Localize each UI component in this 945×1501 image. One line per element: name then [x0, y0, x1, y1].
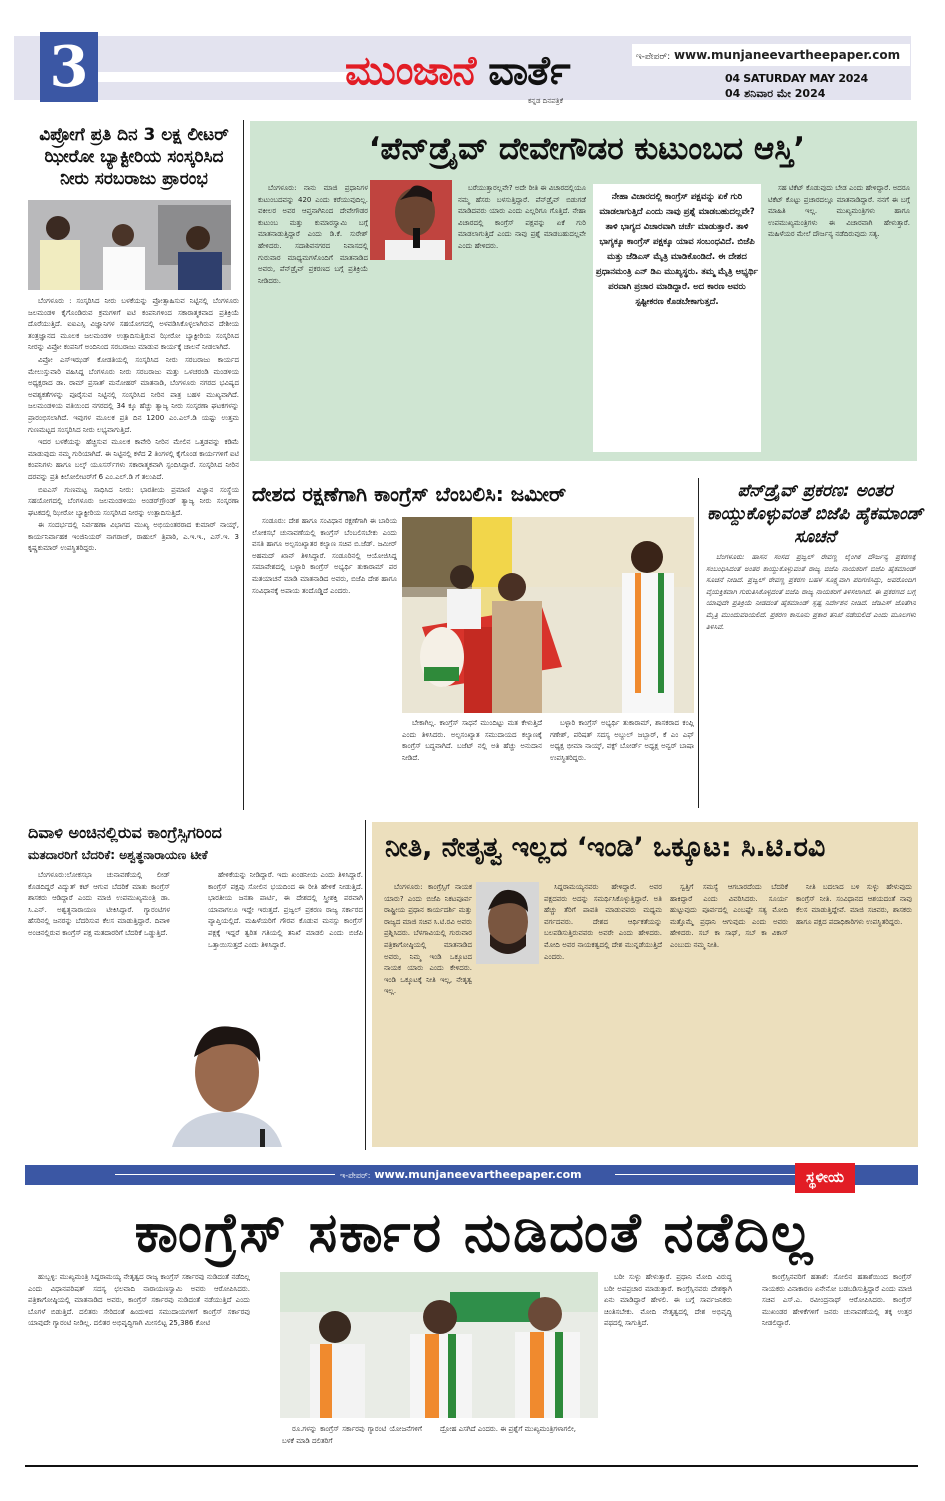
paragraph: ಬೆಂಗಳೂರು: ಕಾಂಗ್ರೆಸ್ಸಿಗೆ ನಾಯಕ ಯಾರು? ಎಂದು ಬಿಜೆಪಿ ನಿಕಟಪೂರ್ವ ರಾಷ್ಟ್ರೀಯ ಪ್ರಧಾನ ಕಾರ್ಯದರ್ಶಿ ಮತ್ತು ರಾಜ್ಯದ ಮಾಜಿ ಸಚಿವ ಸಿ.ಟಿ.ರವಿ ಅವರು ಪ್ರಶ್ನಿಸಿದರು. ಬೆಳಗಾವಿಯಲ್ಲಿ ಗುರುವಾರ ಪತ್ರಿಕಾಗೋಷ್ಠಿಯಲ್ಲಿ ಮಾತನಾಡಿದ ಅವರು, ನಿಮ್ಮ ಇಂಡಿ ಒಕ್ಕೂಟದ ನಾಯಕ ಯಾರು ಎಂದು ಕೇಳಿದರು. ಇಂಡಿ ಒಕ್ಕೂಟಕ್ಕೆ ನೀತಿ ಇಲ್ಲ, ನೇತೃತ್ವ ಇಲ್ಲ. [384, 883, 472, 996]
paragraph: ಸಂಡೂರು: ದೇಶ ಹಾಗೂ ಸಂವಿಧಾನ ರಕ್ಷಣೆಗಾಗಿ ಈ ಬಾರಿಯ ಲೋಕಸಭೆ ಚುನಾವಣೆಯಲ್ಲಿ ಕಾಂಗ್ರೆಸ್ ಬೆಂಬಲಿಸಬೇಕು ಎಂದು ವಸತಿ ಹಾಗೂ ಅಲ್ಪಸಂಖ್ಯಾತರ ಕಲ್ಯಾಣ ಸಚಿವ ಬಿ.ಜೆಡ್. ಜಮೀರ್ ಅಹಮದ್ ಖಾನ್ ತಿಳಿಸಿದ್ದಾರೆ. ಸಂಡೂರಿನಲ್ಲಿ ಆಯೋಜಿಸಿದ್ದ ಸಮಾವೇಶದಲ್ಲಿ ಬಳ್ಳಾರಿ ಕಾಂಗ್ರೆಸ್ ಅಭ್ಯರ್ಥಿ ತುಕಾರಾಮ್ ಪರ ಮತಯಾಚನೆ ಮಾಡಿ ಮಾತನಾಡಿದ ಅವರು, ಬಿಜೆಪಿ ದೇಶ ಹಾಗೂ ಸಂವಿಧಾನಕ್ಕೆ ಅಪಾಯ ತಂದೊಡ್ಡಿದೆ ಎಂದರು. [252, 517, 397, 595]
column-divider [698, 478, 699, 808]
pull-quote: ನೇಹಾ ವಿಚಾರದಲ್ಲಿ ಕಾಂಗ್ರೆಸ್ ಪಕ್ಷವನ್ನು ಏಕೆ ಗುರಿ ಮಾಡಲಾಗುತ್ತಿದೆ ಎಂದು ನಾವು ಪ್ರಶ್ನೆ ಮಾಡಬಹುದಲ್ಲವೇ? ತಾಳಿ ಭಾಗ್ಯದ ವಿಚಾರವಾಗಿ ಚರ್ಚೆ ಮಾಡುತ್ತಾರೆ. ತಾಳಿ ಭಾಗ್ಯಕ್ಕೂ ಕಾಂಗ್ರೆಸ್ ಪಕ್ಷಕ್ಕೂ ಯಾವ ಸಂಬಂಧವಿದೆ. ಬಿಜೆಪಿ ಮತ್ತು ಜೆಡಿಎಸ್ ಮೈತ್ರಿ ಮಾಡಿಕೊಂಡಿದೆ. ಈ ದೇಶದ ಪ್ರಧಾನಮಂತ್ರಿ ಎನ್ ಡಿಎ ಮುಖ್ಯಸ್ಥರು. ತಮ್ಮ ಮೈತ್ರಿ ಅಭ್ಯರ್ಥಿ ಪರವಾಗಿ ಪ್ರಚಾರ ಮಾಡಿದ್ದಾರೆ. ಅದ ಕಾರಣ ಅವರು ಸ್ಪಷ್ಟೀಕರಣ ಕೊಡಬೇಕಾಗುತ್ತದೆ. [593, 184, 761, 452]
dk-suresh-photo [370, 180, 452, 260]
ctravi-headline[interactable]: ನೀತಿ, ನೇತೃತ್ವ ಇಲ್ಲದ ‘ಇಂಡಿ’ ಒಕ್ಕೂಟ: ಸಿ.ಟಿ.ರವಿ [385, 832, 826, 863]
ashwath-body-col1 [28, 870, 170, 1148]
date-english: 04 SATURDAY MAY 2024 [725, 72, 868, 85]
zameer-rally-photo [402, 517, 694, 713]
highcommand-body [706, 552, 916, 808]
lead-body-col1 [28, 1272, 250, 1462]
paragraph: ನೀತಿ ಬದಲಾದ ಬಳಿ ಸುಳ್ಳು ಹೇಳುವುದು ಕಾಂಗ್ರೆಸ್ ನೀತಿ. ಸಂವಿಧಾನದ ಆಶಯದಂತೆ ನಾವು ಕೆಲಸ ಮಾಡುತ್ತಿದ್ದೇವೆ. ಮಾಜಿ ಸಚಿವರು, ಶಾಸಕರು ಹಾಗೂ ಪಕ್ಷದ ಪದಾಧಿಕಾರಿಗಳು ಉಪಸ್ಥಿತರಿದ್ದರು. [796, 883, 912, 926]
paragraph: ರೂ.ಗಳನ್ನು ಕಾಂಗ್ರೆಸ್ ಸರ್ಕಾರವು ಗ್ಯಾರಂಟಿ ಯೋಜನೆಗಳಿಗೆ ಬಳಕೆ ಮಾಡಿ ದಲಿತರಿಗೆ [282, 1425, 422, 1445]
paragraph: ಬೆಂಗಳೂರು:ಲೋಕಸಭಾ ಚುನಾವಣೆಯಲ್ಲಿ ಲೀಡ್ ಕೊಡದಿದ್ದರೆ ವಿದ್ಯುತ್ ಕಟ್ ಆಗುವ ಬೆದರಿಕೆ ಮಾತು ಕಾಂಗ್ರೆಸ್ ಶಾಸಕರು ಆಡಿದ್ದಾರೆ ಎಂದು ಮಾಜಿ ಉಪಮುಖ್ಯಮಂತ್ರಿ ಡಾ. ಸಿ.ಎನ್. ಅಶ್ವತ್ಥನಾರಾಯಣ ಟೀಕಿಸಿದ್ದಾರೆ. ಗ್ಯಾರಂಟಿಗಳ ಹೆಸರಿನಲ್ಲಿ ಜನರನ್ನು ಬೆದರಿಸುವ ಕೆಲಸ ಮಾಡುತ್ತಿದ್ದಾರೆ. ದಿವಾಳಿ ಅಂಚಿನಲ್ಲಿರುವ ಕಾಂಗ್ರೆಸ್ ಪಕ್ಷ ಮತದಾರರಿಗೆ ಬೆದರಿಕೆ ಒಡ್ಡುತ್ತಿದೆ. [28, 871, 170, 937]
paragraph: ಬಿಐಎಸ್ ಗುಣಮಟ್ಟ ಸಾಧಿಸಿದ ನೀರು: ಭಾರತೀಯ ಪ್ರಮಾಣಿ ವಿಜ್ಞಾನ ಸಂಸ್ಥೆಯ ಸಹಯೋಗದಲ್ಲಿ ಬೆಂಗಳೂರು ಜಲಮಂಡಳಿಯು ಅಂಡರ್‌ಗ್ರೌಂಡ್ ತ್ಯಾಜ್ಯ ನೀರು ಸಂಸ್ಕರಣಾ ಘಟಕದಲ್ಲಿ ಝೀರೋ ಬ್ಯಾಕ್ಟೀರಿಯ ಸಂಸ್ಕರಿಸಿದ ನೀರನ್ನು ಉತ್ಪಾದಿಸುತ್ತಿದೆ. [28, 485, 239, 517]
tagline: ಕನ್ನಡ ದಿನಪತ್ರಿಕೆ [528, 97, 564, 105]
lead-body-col5 [762, 1272, 912, 1462]
wipro-body [28, 296, 239, 806]
paragraph: ಹೇಳಿಕೆಯನ್ನು ನೀಡಿದ್ದಾರೆ. ಇದು ಖಂಡನೀಯ ಎಂದು ತಿಳಿಸಿದ್ದಾರೆ. ಕಾಂಗ್ರೆಸ್ ಪಕ್ಷವು ಸೋಲಿನ ಭಯದಿಂದ ಈ ರೀತಿ ಹೇಳಿಕೆ ನೀಡುತ್ತಿದೆ. ಭಾರತೀಯ ಜನತಾ ಪಾರ್ಟಿ, ಈ ದೇಶದಲ್ಲಿ ಸ್ತ್ರೀಶಕ್ತಿ ಪರವಾಗಿ ಯಾವಾಗಲೂ ಇದ್ದೇ ಇರುತ್ತದೆ. ಪ್ರಜ್ವಲ್ ಪ್ರಕರಣ ರಾಜ್ಯ ಸರ್ಕಾರದ ವ್ಯಾಪ್ತಿಯಲ್ಲಿದೆ. ಮಹಿಳೆಯರಿಗೆ ಗೌರವ ಕೊಡುವ ಮನಸ್ಸು ಕಾಂಗ್ರೆಸ್ ಪಕ್ಷಕ್ಕೆ ಇದ್ದರೆ ತ್ವರಿತ ಗತಿಯಲ್ಲಿ ತನಿಖೆ ಮಾಡಲಿ ಎಂದು ಬಿಜೆಪಿ ಒತ್ತಾಯಿಸುತ್ತದೆ ಎಂದು ತಿಳಿಸಿದ್ದಾರೆ. [208, 871, 363, 949]
epaper-label: ಇ-ಪೇಪರ್: [635, 52, 671, 62]
masthead-strip [54, 72, 349, 82]
paragraph: ಸಿದ್ದರಾಮಯ್ಯನವರು ಹೇಳಿದ್ದಾರೆ. ಅವರ ಪಕ್ಷದವರು ಅದನ್ನು ಸಮರ್ಥಿಸಿಕೊಳ್ಳುತ್ತಿದ್ದಾರೆ. ಅತಿ ಹೆಚ್ಚು ತೆರಿಗೆ ಪಾವತಿ ಮಾಡುವವರು ಮಧ್ಯಮ ವರ್ಗದವರು. ದೇಶದ ಆರ್ಥಿಕತೆಯನ್ನು ಬಲಪಡಿಸುತ್ತಿರುವವರು ಅವರೇ ಎಂದು ಹೇಳಿದರು. ಮೋದಿ ಅವರ ನಾಯಕತ್ವದಲ್ಲಿ ದೇಶ ಮುನ್ನಡೆಯುತ್ತಿದೆ ಎಂದರು. [544, 883, 662, 961]
ctravi-body-col3 [670, 882, 788, 1142]
pendrive-body-col1 [258, 183, 368, 453]
pendrive-headline[interactable]: ‘ಪೆನ್‌ಡ್ರೈವ್ ದೇವೇಗೌಡರ ಕುಟುಂಬದ ಆಸ್ತಿ’ [368, 131, 806, 167]
column-divider [365, 820, 366, 1150]
paragraph: ಸ್ವತ್ತಿಗೆ ಸಮಸ್ಯೆ ಆಗಬಾರದೆಂದು ಬೆದರಿಕೆ ಹಾಕಿದ್ದಾರೆ ಎಂದು ವಿವರಿಸಿದರು. ಸೂರ್ಯ ಹುಟ್ಟುವುದು ಪೂರ್ವದಲ್ಲಿ ಎಂಬಷ್ಟೇ ಸತ್ಯ ಮೋದಿ ಮತ್ತೊಮ್ಮೆ ಪ್ರಧಾನಿ ಆಗುವುದು ಎಂದು ಅವರು ಹೇಳಿದರು. ಸಬ್ ಕಾ ಸಾಥ್, ಸಬ್ ಕಾ ವಿಕಾಸ್ ಎಂಬುದು ನಮ್ಮ ನೀತಿ. [670, 883, 788, 949]
band-url-link[interactable]: www.munjaneevartheepaper.com [374, 1168, 582, 1181]
paragraph: ಬರೀ ಸುಳ್ಳು ಹೇಳುತ್ತಾರೆ. ಪ್ರಧಾನಿ ಮೋದಿ ವಿರುದ್ಧ ಬರೀ ಅಪಪ್ರಚಾರ ಮಾಡುತ್ತಾರೆ. ಕಾಂಗ್ರೆಸ್ಸಿನವರು ದೇಶಕ್ಕಾಗಿ ಏನು ಮಾಡಿದ್ದಾರೆ ಹೇಳಲಿ. ಈ ಬಗ್ಗೆ ಸಾರ್ವಜನಿಕರು ಚಿಂತಿಸಬೇಕು. ಮೋದಿ ನೇತೃತ್ವದಲ್ಲಿ ದೇಶ ಅಭಿವೃದ್ಧಿ ಪಥದಲ್ಲಿ ಸಾಗುತ್ತಿದೆ. [604, 1273, 732, 1328]
press-meet-illustration [280, 1272, 598, 1418]
date-kannada: 04 ಶನಿವಾರ ಮೇ 2024 [725, 87, 826, 100]
paragraph: ಬೆಂಗಳೂರು : ಸಂಸ್ಕರಿಸಿದ ನೀರು ಬಳಕೆಯನ್ನು ಪ್ರೋತ್ಸಾಹಿಸುವ ನಿಟ್ಟಿನಲ್ಲಿ ಬೆಂಗಳೂರು ಜಲಮಂಡಳಿ ಕೈಗೊಂಡಿರುವ ಕ್ರಮಗಳಿಗೆ ಐಟಿ ಕಂಪನಿಗಳಿಂದ ಸಕಾರಾತ್ಮಕವಾದ ಪ್ರತಿಕ್ರಿಯೆ ದೊರೆಯುತ್ತಿದೆ. ಐಐಎಸ್ಸಿ ವಿಜ್ಞಾನಿಗಳ ಸಹಯೋಗದಲ್ಲಿ ಅಳವಡಿಸಿಕೊಳ್ಳಲಾಗಿರುವ ದೇಶೀಯ ತಂತ್ರಜ್ಞಾನದ ಮೂಲಕ ಜಲಮಂಡಳಿ ಉತ್ಪಾದಿಸುತ್ತಿರುವ ಝೀರೋ ಬ್ಯಾಕ್ಟೀರಿಯ ಸಂಸ್ಕರಿಸಿದ ನೀರನ್ನು ವಿಪ್ರೋ ಕಂಪನಿಗೆ ಅಂದಿನಿಂದ ಸರಬರಾಜು ಮಾಡುವ ಕಾರ್ಯಕ್ಕೆ ಚಾಲನೆ ನೀಡಲಾಗಿದೆ. [28, 297, 239, 352]
ctravi-body-col1 [384, 882, 472, 1142]
zameer-caption-right [550, 718, 694, 806]
ashwath-headline-line1[interactable]: ದಿವಾಳಿ ಅಂಚಿನಲ್ಲಿರುವ ಕಾಂಗ್ರೆಸ್ಸಿಗರಿಂದ [28, 823, 222, 842]
paragraph: ಸಹ ಟಿಕೆಟ್ ಕೊಡುವುದು ಬೇಡ ಎಂದು ಹೇಳಿದ್ದಾರೆ. ಅದರೂ ಟಿಕೆಟ್ ಕೊಟ್ಟು ಪ್ರಚಾರದಲ್ಲೂ ಮಾತನಾಡಿದ್ದಾರೆ. ನನಗೆ ಈ ಬಗ್ಗೆ ಮಾಹಿತಿ ಇಲ್ಲ. ಮುಖ್ಯಮಂತ್ರಿಗಳು ಹಾಗೂ ಉಪಮುಖ್ಯಮಂತ್ರಿಗಳು ಈ ವಿಚಾರವಾಗಿ ಹೇಳುತ್ತಾರೆ. ಮಹಿಳೆಯರ ಮೇಲೆ ದೌರ್ಜನ್ಯ ನಡೆದಿರುವುದು ಸತ್ಯ. [768, 184, 910, 239]
paragraph: ವಿಪ್ರೋ ಎಸ್‌ಇಝಡ್ ಕೋಡತಿಯಲ್ಲಿ ಸಂಸ್ಕರಿಸಿದ ನೀರು ಸರಬರಾಜು ಕಾರ್ಯದ ಮೇಲುಸ್ತುವಾರಿ ವಹಿಸಿದ್ದ ಬೆಂಗಳೂರು ನೀರು ಸರಬರಾಜು ಮತ್ತು ಒಳಚರಂಡಿ ಮಂಡಳಿಯ ಅಧ್ಯಕ್ಷರಾದ ಡಾ. ರಾಮ್ ಪ್ರಸಾತ್ ಮನೋಹರ್ ಮಾತನಾಡಿ, ಬೆಂಗಳೂರು ನಗರದ ಭವಿಷ್ಯದ ಅವಶ್ಯಕತೆಗಳನ್ನು ಪೂರೈಸುವ ನಿಟ್ಟಿನಲ್ಲಿ ಸಂಸ್ಕರಿಸಿದ ನೀರಿನ ಪಾತ್ರ ಬಹಳ ಮುಖ್ಯವಾಗಿದೆ. ಜಲಮಂಡಳಿಯ ವತಿಯಿಂದ ನಗರದಲ್ಲಿ 34 ಕ್ಕೂ ಹೆಚ್ಚು ತ್ಯಾಜ್ಯ ನೀರು ಸಂಸ್ಕರಣಾ ಘಟಕಗಳನ್ನು ಪ್ರಾರಂಭಿಸಲಾಗಿದೆ. ಇವುಗಳ ಮೂಲಕ ಪ್ರತಿ ದಿನ 1200 ಎಂ.ಎಲ್.ಡಿ ಯಷ್ಟು ಉತ್ತಮ ಗುಣಮಟ್ಟದ ಸಂಸ್ಕರಿಸಿದ ನೀರು ಲಭ್ಯವಾಗುತ್ತಿದೆ. [28, 355, 239, 434]
pendrive-body-col2 [458, 183, 586, 453]
paragraph: ಇದರ ಬಳಕೆಯನ್ನು ಹೆಚ್ಚಿಸುವ ಮೂಲಕ ಕಾವೇರಿ ನೀರಿನ ಮೇಲಿನ ಒತ್ತಡವನ್ನು ಕಡಿಮೆ ಮಾಡುವುದು ನಮ್ಮ ಗುರಿಯಾಗಿದೆ. ಈ ನಿಟ್ಟಿನಲ್ಲಿ ಕಳೆದ 2 ತಿಂಗಳಲ್ಲಿ ಕೈಗೊಂಡ ಕಾರ್ಯಗಳಿಗೆ ಐಟಿ ಕಂಪನಿಗಳು ಹಾಗೂ ಬಲ್ಕ್ ಯೂಸರ್ಸ್‌ಗಳು ಸಕಾರಾತ್ಮಕವಾಗಿ ಸ್ಪಂದಿಸಿದ್ದಾರೆ. ಸಂಸ್ಕರಿಸಿದ ನೀರಿನ ದರವನ್ನು ಪ್ರತಿ ಕಿಲೋಲೀಟರ್‌ಗೆ 6 ಎಂ.ಎಲ್.ಡಿ ಗೆ ತಲುಪಿದೆ. [28, 438, 239, 481]
lead-caption-left [282, 1424, 422, 1460]
ashwath-headline-line2[interactable]: ಮತದಾರರಿಗೆ ಬೆದರಿಕೆ: ಅಶ್ವತ್ಥನಾರಾಯಣ ಟೀಕೆ [28, 848, 208, 862]
rally-illustration [402, 517, 694, 713]
lead-bottom-headline[interactable]: ಕಾಂಗ್ರೆಸ್ ಸರ್ಕಾರ ನುಡಿದಂತೆ ನಡೆದಿಲ್ಲ [134, 1201, 815, 1264]
lead-body-col4 [604, 1272, 732, 1462]
ctravi-body-col2 [544, 882, 662, 1142]
paragraph: ಬೇಕಾಗಿಲ್ಲ. ಕಾಂಗ್ರೆಸ್ ಸಾಧನೆ ಮುಂದಿಟ್ಟು ಮತ ಕೇಳುತ್ತಿದೆ ಎಂದು ತಿಳಿಸಿದರು. ಅಲ್ಪಸಂಖ್ಯಾತ ಸಮುದಾಯದ ಕಲ್ಯಾಣಕ್ಕೆ ಕಾಂಗ್ರೆಸ್ ಬದ್ಧವಾಗಿದೆ. ಬಜೆಟ್ ನಲ್ಲಿ ಅತಿ ಹೆಚ್ಚು ಅನುದಾನ ನೀಡಿದೆ. [402, 719, 542, 762]
ashwath-body-col2 [208, 870, 363, 1015]
zameer-body-col1 [252, 516, 397, 806]
section-tag-local: ಸ್ಥಳೀಯ [795, 1163, 855, 1193]
paragraph: ಕಾಂಗ್ರೆಸ್ಸಿನವರಿಗೆ ಹತಾಶೆ: ಸೋಲಿನ ಹತಾಶೆಯಿಂದ ಕಾಂಗ್ರೆಸ್ ನಾಯಕರು ವಿನಾಕಾರಣ ಏನೇನೋ ಬಡಬಡಿಸುತ್ತಿದ್ದಾರೆ ಎಂದು ಮಾಜಿ ಸಚಿವ ಎಸ್.ಎ. ರವೀಂದ್ರನಾಥ್ ಆರೋಪಿಸಿದರು. ಕಾಂಗ್ರೆಸ್ ಮುಖಂಡರ ಹೇಳಿಕೆಗಳಿಗೆ ಜನರು ಚುನಾವಣೆಯಲ್ಲಿ ತಕ್ಕ ಉತ್ತರ ನೀಡಲಿದ್ದಾರೆ. [762, 1273, 912, 1328]
paragraph: ಹುಬ್ಬಳ್ಳಿ: ಮುಖ್ಯಮಂತ್ರಿ ಸಿದ್ದರಾಮಯ್ಯ ನೇತೃತ್ವದ ರಾಜ್ಯ ಕಾಂಗ್ರೆಸ್ ಸರ್ಕಾರವು ನುಡಿದಂತೆ ನಡೆದಿಲ್ಲ ಎಂದು ವಿಧಾನಪರಿಷತ್ ಸದಸ್ಯ ಛಲವಾದಿ ನಾರಾಯಣಸ್ವಾಮಿ ಅವರು ಆರೋಪಿಸಿದರು. ಪತ್ರಿಕಾಗೋಷ್ಠಿಯಲ್ಲಿ ಮಾತನಾಡಿದ ಅವರು, ಕಾಂಗ್ರೆಸ್ ಸರ್ಕಾರವು ನುಡಿದಂತೆ ನಡೆಯುತ್ತಿದೆ ಎಂದು ಬೊಗಳೆ ಬಿಡುತ್ತಿದೆ. ದಲಿತರು ಸೇರಿದಂತೆ ಹಿಂದುಳಿದ ಸಮುದಾಯಗಳಿಗೆ ಕಾಂಗ್ರೆಸ್ ಸರ್ಕಾರವು ಯಾವುದೇ ಗ್ಯಾರಂಟಿ ನೀಡಿಲ್ಲ. ದಲಿತರ ಅಭಿವೃದ್ಧಿಗಾಗಿ ಮೀಸಲಿಟ್ಟ 25,386 ಕೋಟಿ [28, 1273, 250, 1328]
ashwathnarayan-photo [172, 1017, 292, 1147]
paragraph: ಬರೆಯುತ್ತಾರಲ್ಲವೇ? ಅದೇ ರೀತಿ ಈ ವಿಚಾರದಲ್ಲಿಯೂ ನಮ್ಮ ಹೆಸರು ಬಳಸುತ್ತಿದ್ದಾರೆ. ಪೆನ್‌ಡ್ರೈವ್ ಬಿಡುಗಡೆ ಮಾಡಿದವರು ಯಾರು ಎಂದು ಎಲ್ಲರಿಗೂ ಗೊತ್ತಿದೆ. ನೇಹಾ ವಿಚಾರದಲ್ಲಿ ಕಾಂಗ್ರೆಸ್ ಪಕ್ಷವನ್ನು ಏಕೆ ಗುರಿ ಮಾಡಲಾಗುತ್ತಿದೆ ಎಂದು ನಾವು ಪ್ರಶ್ನೆ ಮಾಡಬಹುದಲ್ಲವೇ ಎಂದು ಹೇಳಿದರು. [458, 184, 586, 250]
wipro-headline[interactable]: ವಿಪ್ರೋಗೆ ಪ್ರತಿ ದಿನ 3 ಲಕ್ಷ ಲೀಟರ್ ಝೀರೋ ಬ್ಯಾಕ್ಟೀರಿಯ ಸಂಸ್ಕರಿಸಿದ ನೀರು ಸರಬರಾಜು ಪ್ರಾರಂಭ [39, 125, 229, 189]
paragraph: ಬೆಂಗಳೂರು: ನಾನು ಮಾಜಿ ಪ್ರಧಾನಿಗಳ ಕುಟುಂಬದವನ್ನು 420 ಎಂದು ಕರೆಯುವುದಿಲ್ಲ. ವಕೀಲರ ಅವರ ಆಪ್ತನಾಗಿನಿಂದ ದೇವೇಗೌಡರ ಕುಟುಂಬ ಮತ್ತು ಕುಮಾರಸ್ವಾಮಿ ಬಗ್ಗೆ ಮಾತನಾಡುತ್ತಿದ್ದಾರೆ ಎಂದು ಡಿ.ಕೆ. ಸುರೇಶ್ ಹೇಳಿದರು. ಸದಾಶಿವನಗರದ ನಿವಾಸದಲ್ಲಿ ಗುರುವಾರ ಮಾಧ್ಯಮಗಳೊಂದಿಗೆ ಮಾತನಾಡಿದ ಅವರು, ಪೆನ್‌ಡ್ರೈವ್ ಪ್ರಕರಣದ ಬಗ್ಗೆ ಪ್ರತಿಕ್ರಿಯೆ ನೀಡಿದರು. [258, 184, 368, 285]
paragraph: ಬಳ್ಳಾರಿ ಕಾಂಗ್ರೆಸ್ ಅಭ್ಯರ್ಥಿ ತುಕಾರಾಮ್, ಶಾಸಕರಾದ ಕಂಪ್ಲಿ ಗಣೇಶ್, ಪರಿಷತ್ ಸದಸ್ಯ ಅಬ್ದುಲ್ ಜಬ್ಬಾರ್, ಕೆ ಎಂ ಎಫ್ ಅಧ್ಯಕ್ಷ ಭೀಮಾ ನಾಯ್ಕ್, ವಕ್ಫ್ ಬೋರ್ಡ್ ಅಧ್ಯಕ್ಷ ಅನ್ವರ್ ಬಾಷಾ ಉಪಸ್ಥಿತರಿದ್ದರು. [550, 719, 694, 762]
highcommand-headline[interactable]: ಪೆನ್‌ಡ್ರೈವ್ ಪ್ರಕರಣ: ಅಂತರ ಕಾಯ್ದುಕೊಳ್ಳುವಂತೆ ಬಿಜೆಪಿ ಹೈಕಮಾಂಡ್ ಸೂಚನೆ [706, 481, 923, 547]
band-epaper-url[interactable] [340, 1168, 582, 1181]
people-photo-illustration [28, 200, 231, 290]
logo-part2: ವಾರ್ತೆ [488, 48, 570, 94]
column-divider [243, 120, 244, 810]
zameer-headline[interactable]: ದೇಶದ ರಕ್ಷಣೆಗಾಗಿ ಕಾಂಗ್ರೆಸ್ ಬೆಂಬಲಿಸಿ: ಜಮೀರ್ [252, 482, 567, 506]
portrait-illustration [476, 882, 539, 964]
zameer-caption-left [402, 718, 542, 806]
paragraph: ಈ ಸಂದರ್ಭದಲ್ಲಿ ನಿರ್ವಹಣಾ ವಿಭಾಗದ ಮುಖ್ಯ ಅಭಿಯಂತರರಾದ ಕುಮಾರ್ ನಾಯ್ಕ್, ಕಾರ್ಯನಿರ್ವಾಹಕ ಇಂಜಿನಿಯರ್ ನಾಗರಾಜ್, ರಾಹುಲ್ ತ್ರಿಪಾಠಿ, ಎ.ಇ.ಇ., ಎಸ್.ಇ. 3 ಕೃಷ್ಣಕುಮಾರ್ ಉಪಸ್ಥಿತರಿದ್ದರು. [28, 521, 239, 553]
logo-part1: ಮುಂಜಾನೆ [345, 48, 476, 94]
paragraph: ದ್ರೋಹ ಎಸಗಿದೆ ಎಂದರು. ಈ ಪ್ರಶ್ನೆಗೆ ಮುಖ್ಯಮಂತ್ರಿಗಳಾಗಲೀ, [440, 1425, 576, 1433]
ctravi-photo [476, 882, 539, 964]
ctravi-body-col4 [796, 882, 912, 1142]
newspaper-logo[interactable] [345, 46, 570, 96]
wipro-photo [28, 200, 231, 290]
pendrive-body-col4 [768, 183, 910, 453]
band-line [615, 1174, 805, 1175]
bjp-leaders-photo [280, 1272, 598, 1418]
page-number: 3 [40, 32, 98, 102]
band-line [115, 1174, 335, 1175]
lead-caption-right [430, 1424, 598, 1460]
bottom-rule [25, 1465, 918, 1467]
epaper-url-box[interactable] [632, 44, 910, 66]
band-epaper-label: ಇ-ಪೇಪರ್: [340, 1171, 371, 1180]
paragraph: ಬೆಂಗಳೂರು: ಹಾಸನ ಸಂಸದ ಪ್ರಜ್ವಲ್ ರೇವಣ್ಣ ಲೈಂಗಿಕ ದೌರ್ಜನ್ಯ ಪ್ರಕರಣಕ್ಕೆ ಸಂಬಂಧಿಸಿದಂತೆ ಅಂತರ ಕಾಯ್ದುಕೊಳ್ಳುವಂತೆ ರಾಜ್ಯ ಬಿಜೆಪಿ ನಾಯಕರಿಗೆ ಬಿಜೆಪಿ ಹೈಕಮಾಂಡ್ ಸೂಚನೆ ನೀಡಿದೆ. ಪ್ರಜ್ವಲ್ ರೇವಣ್ಣ ಪ್ರಕರಣ ಬಹಳ ಸೂಕ್ಷ್ಮವಾಗಿ ಪರಿಗಣಿಸಿದ್ದು, ಅವರೊಂದಿಗೆ ವೈಯಕ್ತಿಕವಾಗಿ ಗುರುತಿಸಿಕೊಳ್ಳದಂತೆ ಬಿಜೆಪಿ ರಾಜ್ಯ ನಾಯಕರಿಗೆ ತಿಳಿಸಲಾಗಿದೆ. ಈ ಪ್ರಕರಣದ ಬಗ್ಗೆ ಯಾವುದೇ ಪ್ರತಿಕ್ರಿಯೆ ನೀಡದಂತೆ ಹೈಕಮಾಂಡ್ ಸ್ಪಷ್ಟ ನಿರ್ದೇಶನ ನೀಡಿದೆ. ಜೆಡಿಎಸ್ ಜೊತೆಗಿನ ಮೈತ್ರಿ ಮುಂದುವರಿಯಲಿದೆ. ಪ್ರಕರಣ ಕಾನೂನು ಪ್ರಕಾರ ತನಿಖೆ ನಡೆಯಲಿದೆ ಎಂದು ಮೂಲಗಳು ತಿಳಿಸಿವೆ. [706, 553, 916, 631]
portrait-illustration [172, 1017, 292, 1147]
speaker-illustration [370, 180, 452, 260]
epaper-url-link[interactable]: www.munjaneevartheepaper.com [673, 48, 901, 62]
